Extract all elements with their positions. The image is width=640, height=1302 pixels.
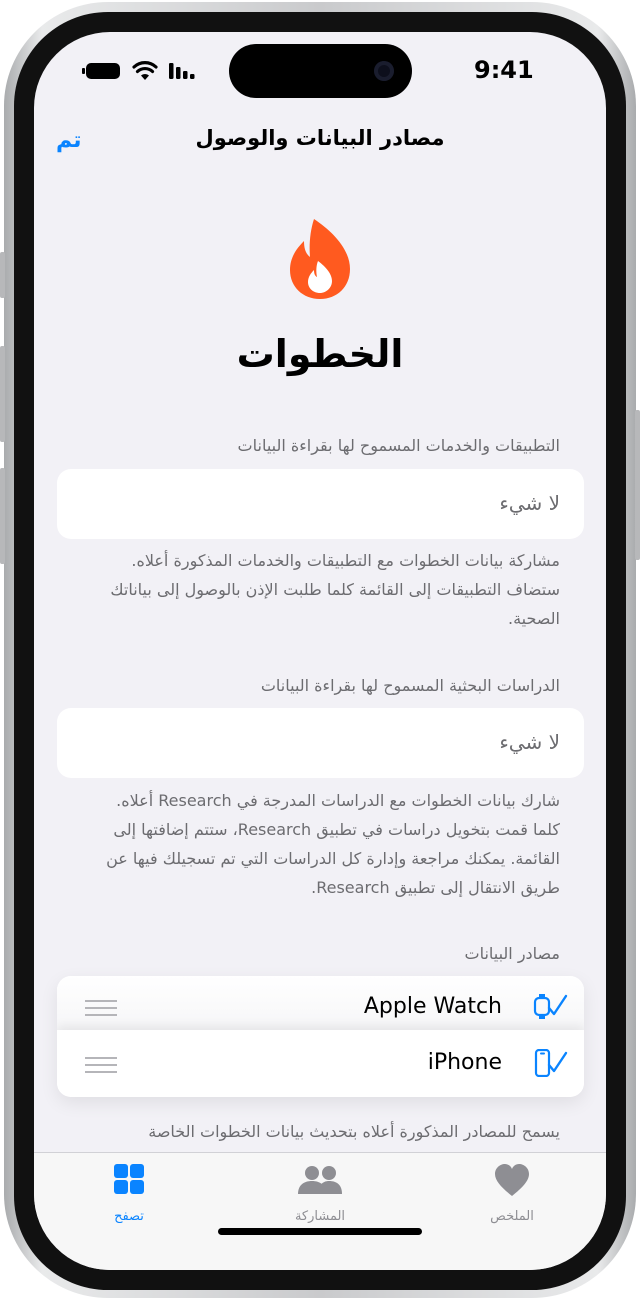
source-label: Apple Watch — [363, 994, 502, 1019]
apps-none-cell — [57, 469, 584, 539]
source-row-iphone[interactable] — [57, 1030, 584, 1097]
research-section-header: الدراسات البحثية المسموح لها بقراءة البيانات — [260, 676, 560, 695]
tab-sharing[interactable] — [260, 1163, 380, 1224]
reorder-handle-icon[interactable] — [85, 1000, 117, 1014]
apps-section-footer: مشاركة بيانات الخطوات مع التطبيقات والخدمات المذكورة أعلاه. ستضاف التطبيقات إلى القائمة كلما طلبت الإذن بالوصول إلى بياناتك الصحية. — [110, 551, 560, 628]
source-label: iPhone — [427, 1050, 502, 1075]
source-row-apple-watch[interactable] — [57, 976, 584, 1030]
volume-up-button — [0, 346, 5, 442]
apps-section-header: التطبيقات والخدمات المسموح لها بقراءة البيانات — [237, 436, 560, 455]
tab-browse-label: تصفح — [114, 1209, 144, 1224]
screen — [34, 32, 606, 1270]
nav-title: مصادر البيانات والوصول — [195, 126, 445, 150]
research-none-label: لا شيء — [499, 730, 560, 754]
cellular-signal-icon — [167, 60, 197, 82]
heart-icon — [492, 1163, 532, 1199]
tab-browse[interactable] — [69, 1163, 189, 1224]
wifi-icon — [132, 60, 158, 82]
tab-sharing-label: المشاركة — [294, 1209, 346, 1224]
people-icon — [296, 1163, 344, 1199]
watch-check-icon[interactable] — [532, 992, 568, 1020]
grid-icon — [109, 1163, 149, 1199]
camera-icon — [374, 61, 394, 81]
done-button[interactable]: تم — [56, 128, 82, 153]
status-time: 9:41 — [474, 56, 534, 84]
action-button — [0, 252, 5, 298]
sources-section-header: مصادر البيانات — [464, 944, 560, 963]
volume-down-button — [0, 468, 5, 564]
sources-section-footer: يسمح للمصادر المذكورة أعلاه بتحديث بيانات الخطوات الخاصة — [148, 1122, 560, 1141]
page-title: الخطوات — [236, 332, 404, 376]
apps-none-label: لا شيء — [499, 491, 560, 515]
reorder-handle-icon[interactable] — [85, 1057, 117, 1071]
side-button — [635, 410, 640, 560]
iphone-check-icon[interactable] — [532, 1049, 568, 1077]
tab-summary[interactable] — [452, 1163, 572, 1224]
research-section-footer: شارك بيانات الخطوات مع الدراسات المدرجة في Research أعلاه. كلما قمت بتخويل دراسات في تطبيق Research، ستتم إضافتها إلى القائمة. يمكنك مراجعة وإدارة كل الدراسات التي تم تسجيلك فيها عن طريق الانتقال إلى تطبيق Research. — [106, 791, 560, 897]
data-sources-list — [57, 976, 584, 1097]
flame-icon — [288, 217, 352, 299]
dynamic-island — [229, 44, 412, 98]
tab-summary-label: الملخص — [490, 1209, 534, 1224]
tab-bar — [34, 1152, 606, 1270]
research-none-cell — [57, 708, 584, 778]
battery-icon — [86, 63, 120, 79]
home-indicator[interactable] — [218, 1228, 422, 1235]
